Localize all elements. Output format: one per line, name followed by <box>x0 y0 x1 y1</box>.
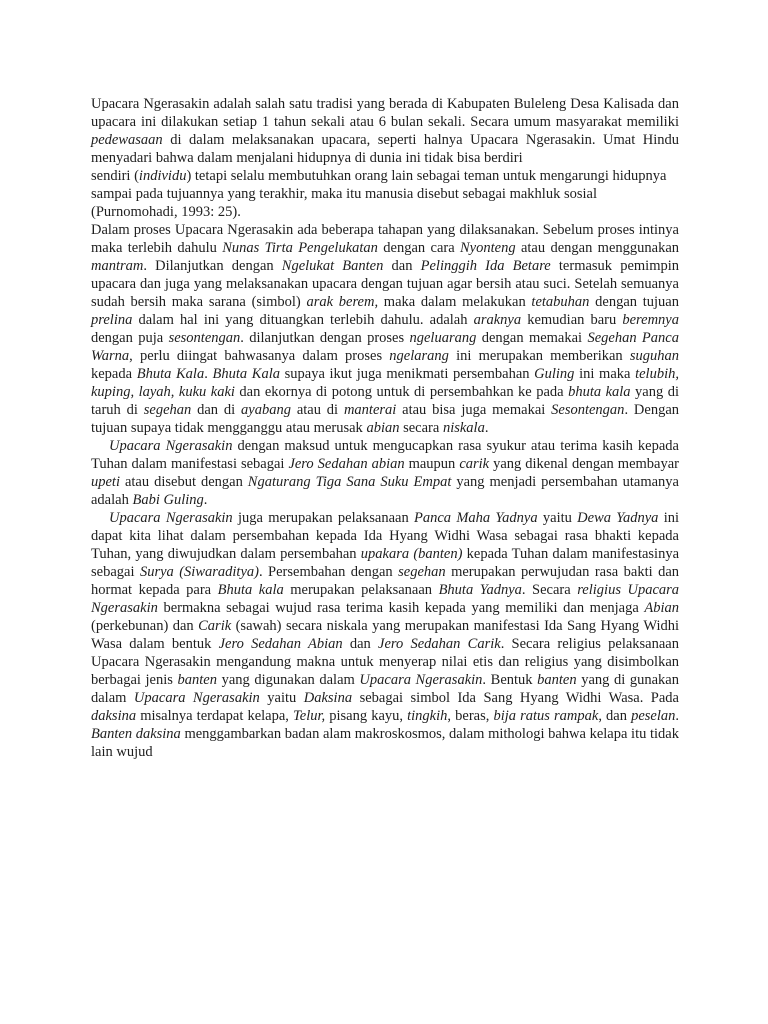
text-run: yang menjadi persembahan utamanya adalah <box>91 474 679 508</box>
italic-term: Segehan Panca Warna <box>91 330 679 364</box>
italic-term: telubih, kuping, layah, kuku kaki <box>91 366 679 400</box>
italic-term: abian <box>366 420 400 436</box>
italic-term: tingkih <box>407 708 448 724</box>
italic-term: tetabuhan <box>531 294 590 310</box>
italic-term: ngelarang <box>389 348 449 364</box>
italic-term: sesontengan <box>168 330 241 346</box>
text-run: yang digunakan dalam <box>216 672 360 688</box>
italic-term: Bhuta Kala <box>136 366 205 382</box>
text-run: yang di taruh di <box>91 384 679 418</box>
italic-term: Ngaturang Tiga Sana Suku Empat <box>247 474 452 490</box>
text-run: . <box>203 492 208 508</box>
paragraph-1 <box>91 95 679 167</box>
italic-term: Bhuta kala <box>217 582 284 598</box>
italic-term: Bhuta Kala <box>212 366 280 382</box>
italic-term: Panca Maha Yadnya <box>414 510 538 526</box>
text-run: di dalam melaksanakan upacara, seperti halnya Upacara Ngerasakin. Umat Hindu menyadari bahwa dalam menjalani hidupnya di dunia ini tidak bisa berdiri <box>91 132 679 166</box>
italic-term: Ngelukat Banten <box>281 258 384 274</box>
text-run: pisang kayu, <box>325 708 408 724</box>
italic-term: Upacara Ngerasakin <box>109 438 233 454</box>
text-run: maka dalam melakukan <box>378 294 532 310</box>
italic-term: Jero Sedahan Carik <box>378 636 501 652</box>
italic-term: segehan <box>398 564 446 580</box>
text-run: termasuk pemimpin upacara dan juga yang melaksanakan upacara dengan tujuan agar bersih atau suci. Setelah semuanya sudah bersih maka sarana (simbol) <box>91 258 680 310</box>
italic-term: Banten daksina <box>91 726 181 742</box>
italic-term: Upacara Ngerasakin <box>109 510 233 526</box>
text-run: . Persembahan dengan <box>258 564 399 580</box>
text-run: (perkebunan) dan <box>91 618 199 634</box>
text-run: atau di <box>290 402 344 418</box>
text-run: . Dilanjutkan dengan <box>143 258 282 274</box>
text-run: dengan memakai <box>476 330 588 346</box>
text-run: . Dengan tujuan supaya tidak mengganggu atau merusak <box>91 402 679 436</box>
italic-term: Daksina <box>303 690 353 706</box>
italic-term: segehan <box>143 402 192 418</box>
italic-term: Jero Sedahan abian <box>288 456 405 472</box>
text-run: atau disebut dengan <box>120 474 248 490</box>
italic-term: Pelinggih Ida Betare <box>420 258 551 274</box>
text-run: (sawah) secara niskala yang merupakan manifestasi Ida Sang Hyang Widhi Wasa dalam bentuk <box>91 618 679 652</box>
italic-term: ayabang <box>241 402 291 418</box>
italic-term: Guling <box>534 366 575 382</box>
text-run: dengan cara <box>377 240 461 256</box>
italic-term: banten <box>177 672 217 688</box>
text-run: kepada Tuhan dalam manifestasinya sebagai <box>91 546 680 580</box>
italic-term: Sesontengan <box>551 402 625 418</box>
text-run: ini dapat kita lihat dalam persembahan kepada Ida Hyang Widhi Wasa sebagai rasa bhakti kepada Tuhan, yang diwujudkan dalam persembahan <box>91 510 680 562</box>
italic-term: Upacara Ngerasakin <box>359 672 483 688</box>
italic-term: arak berem, <box>306 294 379 310</box>
text-run: . Bentuk <box>482 672 538 688</box>
text-run: supaya ikut juga menikmati persembahan <box>279 366 535 382</box>
text-run: kepada <box>91 366 137 382</box>
italic-term: Babi Guling <box>132 492 204 508</box>
text-run: secara <box>399 420 443 436</box>
italic-term: mantram <box>91 258 144 274</box>
italic-term: niskala <box>442 420 485 436</box>
text-run: merupakan perwujudan rasa bakti dan hormat kepada para <box>91 564 680 598</box>
italic-term: Nyonteng <box>460 240 516 256</box>
text-run: juga merupakan pelaksanaan <box>232 510 415 526</box>
italic-term: upeti <box>91 474 120 490</box>
italic-term: religius Upacara Ngerasakin <box>91 582 680 616</box>
italic-term: bhuta kala <box>568 384 631 400</box>
text-run: atau dengan menggunakan <box>515 240 680 256</box>
italic-term: manterai <box>343 402 397 418</box>
italic-term: upakara (banten) <box>360 546 463 562</box>
text-run: dengan tujuan <box>589 294 679 310</box>
italic-term: Telur, <box>293 708 326 724</box>
text-run: misalnya terdapat kelapa, <box>136 708 294 724</box>
paragraph-4 <box>91 437 679 509</box>
text-run: . dilanjutkan dengan proses <box>240 330 410 346</box>
italic-term: bija ratus rampak <box>493 708 599 724</box>
italic-term: prelina <box>91 312 133 328</box>
text-run: yang di gunakan dalam <box>91 672 679 706</box>
text-run: dan <box>383 258 421 274</box>
italic-term: Upacara Ngerasakin <box>133 690 260 706</box>
text-run: yaitu <box>259 690 304 706</box>
italic-term: carik <box>459 456 490 472</box>
text-run: . Secara <box>521 582 578 598</box>
text-run: , beras, <box>447 708 494 724</box>
text-run: Upacara Ngerasakin adalah salah satu tradisi yang berada di Kabupaten Buleleng Desa Kalisada dan upacara ini dilakukan setiap 1 tahun sekali atau 6 bulan sekali. Secara umum masyarakat memiliki <box>91 96 679 130</box>
text-run: dan di <box>191 402 242 418</box>
text-run: , perlu diingat bahwasanya dalam proses <box>129 348 390 364</box>
italic-term: Bhuta Yadnya <box>438 582 522 598</box>
text-run: yang dikenal dengan membayar <box>489 456 679 472</box>
italic-term: Dewa Yadnya <box>577 510 659 526</box>
text-run: ini maka <box>574 366 636 382</box>
text-run: dengan puja <box>91 330 169 346</box>
text-run: ini merupakan memberikan <box>448 348 630 364</box>
text-run: merupakan pelaksanaan <box>283 582 439 598</box>
italic-term: Jero Sedahan Abian <box>218 636 343 652</box>
italic-term: banten <box>537 672 577 688</box>
text-run: , dan <box>598 708 632 724</box>
italic-term: Nunas Tirta Pengelukatan <box>222 240 378 256</box>
text-run: . <box>675 708 680 724</box>
italic-term: suguhan <box>629 348 679 364</box>
text-run: atau bisa juga memakai <box>396 402 552 418</box>
italic-term: beremnya <box>622 312 679 328</box>
document-page <box>91 95 679 761</box>
italic-term: peselan <box>631 708 676 724</box>
text-run: yaitu <box>537 510 578 526</box>
italic-term: pedewasaan <box>91 132 163 148</box>
text-run: . <box>204 366 213 382</box>
text-run: ) tetapi selalu membutuhkan orang lain sebagai teman untuk mengarungi hidupnya sampai pada tujuannya yang terakhir, maka itu manusia disebut sebagai makhluk sosial (Purnomohadi, 1993: 25). <box>91 168 667 220</box>
text-run: kemudian baru <box>521 312 623 328</box>
italic-term: daksina <box>91 708 137 724</box>
italic-term: Carik <box>198 618 232 634</box>
text-run: dalam hal ini yang dituangkan terlebih dahulu. adalah <box>132 312 474 328</box>
text-run: sebagai simbol Ida Sang Hyang Widhi Wasa. Pada <box>352 690 679 706</box>
italic-term: araknya <box>473 312 522 328</box>
italic-term: Surya (Siwaraditya) <box>139 564 259 580</box>
paragraph-3 <box>91 221 679 437</box>
text-run: . <box>484 420 489 436</box>
text-run: sendiri ( <box>91 168 139 184</box>
italic-term: individu <box>138 168 187 184</box>
text-run: maupun <box>404 456 460 472</box>
italic-term: ngeluarang <box>409 330 477 346</box>
text-run: menggambarkan badan alam makroskosmos, dalam mithologi bahwa kelapa itu tidak lain wujud <box>91 726 679 760</box>
text-run: dan ekornya di potong untuk di persembahkan ke pada <box>234 384 569 400</box>
paragraph-2 <box>91 167 679 221</box>
italic-term: Abian <box>644 600 679 616</box>
text-run: dengan maksud untuk mengucapkan rasa syukur atau terima kasih kepada Tuhan dalam manifestasi sebagai <box>91 438 679 472</box>
text-run: dan <box>342 636 379 652</box>
text-run: Dalam proses Upacara Ngerasakin ada beberapa tahapan yang dilaksanakan. Sebelum proses intinya maka terlebih dahulu <box>91 222 679 256</box>
text-run: . Secara religius pelaksanaan Upacara Ngerasakin mengandung makna untuk menyerap nilai etis dan religius yang disimbolkan berbagai jenis <box>91 636 679 688</box>
text-run: bermakna sebagai wujud rasa terima kasih kepada yang memiliki dan menjaga <box>157 600 645 616</box>
paragraph-5 <box>91 509 679 761</box>
